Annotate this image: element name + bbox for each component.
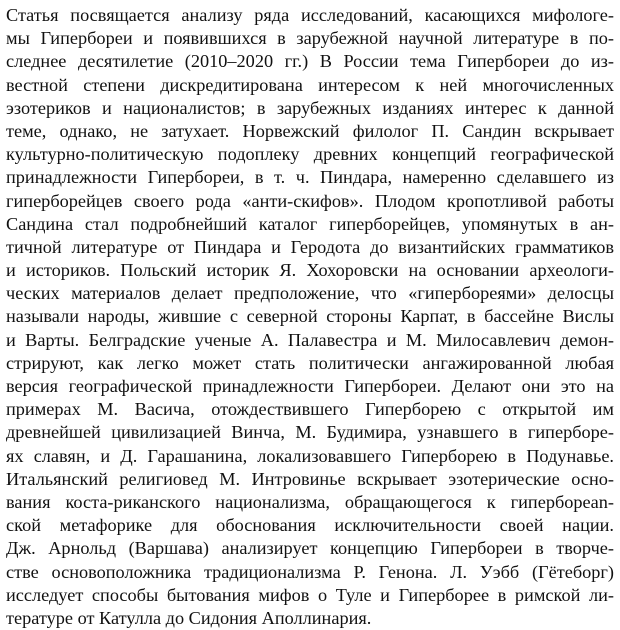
text-line: и историков. Польский историк Я. Хохоровски на основании археологи- [6, 260, 614, 281]
text-line: гиперборейцев своего рода «анти-скифов». Плодом кропотливой работы [6, 190, 614, 211]
text-line: теме, однако, не затухает. Норвежский филолог П. Сандин вскрывает [6, 120, 614, 141]
text-line: следнее десятилетие (2010–2020 гг.) В России тема Гипербореи до из- [6, 51, 614, 72]
text-line: примерах М. Васича, отождествившего Гиперборею с открытой им [6, 399, 614, 420]
text-line: эзотериков и националистов; в зарубежных изданиях интерес к данной [6, 97, 614, 118]
text-line: версия географической принадлежности Гипербореи. Делают они это на [6, 376, 614, 396]
text-line: вестной степени дискредитирована интересом к ней многочисленных [6, 74, 614, 95]
text-line: Сандина стал подробнейший каталог гиперборейцев, упомянутых в ан- [6, 213, 614, 234]
text-line-last: тературе от Катулла до Сидония Аполлинария. [6, 607, 372, 628]
text-line: культурно-политическую подоплеку древних концепций географической [6, 144, 614, 165]
text-line: тичной литературе от Пиндара и Геродота до византийских грамматиков [6, 236, 614, 257]
text-line: называли народы, жившие с северной стороны Карпат, в бассейне Вислы [6, 306, 614, 327]
text-line: Дж. Арнольд (Варшава) анализирует концепцию Гипербореи в творче- [6, 538, 614, 559]
text-line: древнейшей цивилизацией Винча, М. Будимира, узнавшего в гиперборе- [6, 422, 614, 443]
text-line: стве основоположника традиционализма Р. Генона. Л. Уэбб (Гётеборг) [6, 561, 614, 582]
text-line: ческих материалов делает предположение, что «гипербореями» делосцы [6, 283, 614, 304]
text-line: и Варты. Белградские ученые А. Палавестра и М. Милосавлевич демон- [6, 329, 614, 350]
text-line: принадлежности Гипербореи, в т. ч. Пиндара, намеренно сделавшего из [6, 167, 614, 188]
abstract-paragraph [6, 4, 614, 630]
text-line: вания коста-риканского национализма, обращающегося к гиперборean- [6, 491, 614, 512]
text-line: Итальянский религиовед М. Интровинье вскрывает эзотерические осно- [6, 468, 614, 489]
text-line: исследует способы бытования мифов о Туле и Гиперборее в римской ли- [6, 584, 614, 605]
text-line: стрируют, как легко может стать политически ангажированной любая [6, 352, 614, 373]
text-line: ях славян, и Д. Гарашанина, локализовавшего Гиперборею в Подунавье. [6, 445, 614, 466]
text-line: ской метафорике для обоснования исключительности своей нации. [6, 515, 614, 536]
text-line: Статья посвящается анализу ряда исследований, касающихся мифологе- [6, 5, 614, 25]
text-line: мы Гипербореи и появившихся в зарубежной научной литературе в по- [6, 28, 614, 49]
